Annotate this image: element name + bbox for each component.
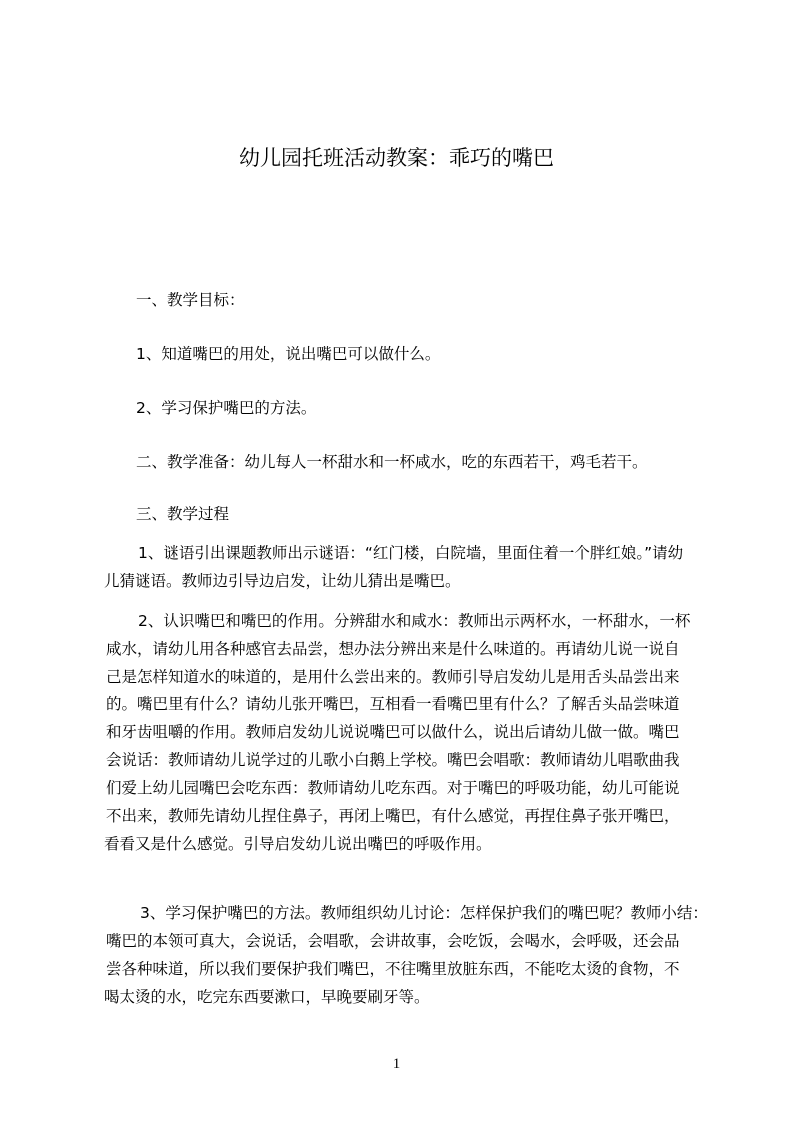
text-line: 喝太烫的水，吃完东西要漱口，早晚要刷牙等。: [104, 988, 430, 1006]
text-line: 看看又是什么感觉。引导启发幼儿说出嘴巴的呼吸作用。: [104, 835, 492, 853]
document-title: 幼儿园托班活动教案：乖巧的嘴巴: [239, 146, 554, 170]
goal-heading: 一、教学目标：: [136, 291, 245, 309]
preparation: 二、教学准备：幼儿每人一杯甜水和一杯咸水，吃的东西若干，鸡毛若干。: [136, 453, 648, 471]
text-line: 会说话：教师请幼儿说学过的儿歌小白鹅上学校。嘴巴会唱歌：教师请幼儿唱歌曲我: [106, 751, 680, 769]
text-line: 的。嘴巴里有什么？请幼儿张开嘴巴，互相看一看嘴巴里有什么？了解舌头品尝味道: [106, 695, 680, 713]
text-line: 3、学习保护嘴巴的方法。教师组织幼儿讨论：怎样保护我们的嘴巴呢？教师小结：: [140, 904, 708, 922]
process-heading: 三、教学过程: [136, 505, 230, 523]
text-line: 1、谜语引出课题教师出示谜语：“红门楼，白院墙，里面住着一个胖红娘。”请幼: [138, 544, 684, 562]
goal-item-2: 2、学习保护嘴巴的方法。: [136, 399, 317, 417]
text-line: 不出来，教师先请幼儿捏住鼻子，再闭上嘴巴，有什么感觉，再捏住鼻子张开嘴巴，: [106, 807, 680, 825]
text-line: 儿猜谜语。教师边引导边启发，让幼儿猜出是嘴巴。: [104, 572, 461, 590]
page-number: 1: [392, 1056, 401, 1072]
text-line: 咸水，请幼儿用各种感官去品尝，想办法分辨出来是什么味道的。再请幼儿说一说自: [106, 640, 680, 658]
text-line: 嘴巴的本领可真大，会说话，会唱歌，会讲故事，会吃饭，会喝水，会呼吸，还会品: [106, 932, 680, 950]
text-line: 2、认识嘴巴和嘴巴的作用。分辨甜水和咸水：教师出示两杯水，一杯甜水，一杯: [138, 612, 691, 630]
text-line: 己是怎样知道水的味道的，是用什么尝出来的。教师引导启发幼儿是用舌头品尝出来: [106, 668, 680, 686]
goal-item-1: 1、知道嘴巴的用处，说出嘴巴可以做什么。: [136, 345, 441, 363]
text-line: 和牙齿咀嚼的作用。教师启发幼儿说说嘴巴可以做什么，说出后请幼儿做一做。嘴巴: [106, 723, 680, 741]
text-line: 尝各种味道，所以我们要保护我们嘴巴，不往嘴里放脏东西，不能吃太烫的食物，不: [106, 960, 680, 978]
text-line: 们爱上幼儿园嘴巴会吃东西：教师请幼儿吃东西。对于嘴巴的呼吸功能，幼儿可能说: [106, 779, 680, 797]
